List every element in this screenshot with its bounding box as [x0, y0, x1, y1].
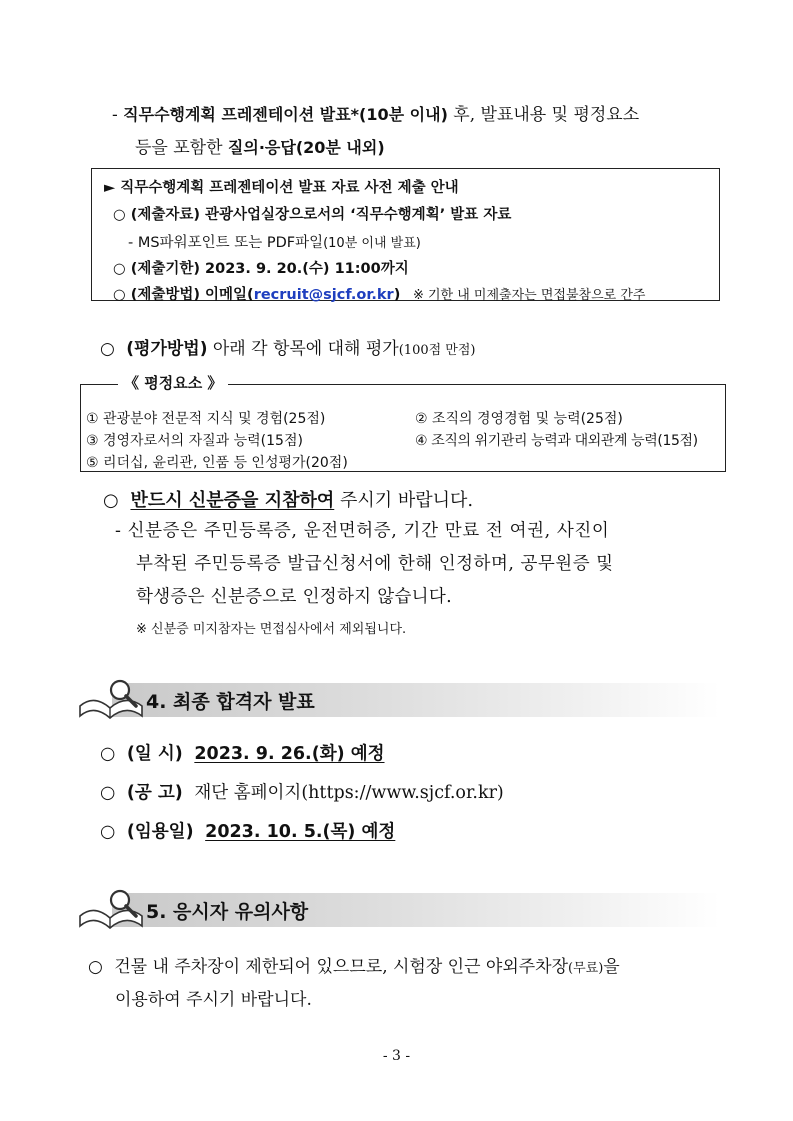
parking-free-note: (무료): [568, 961, 604, 976]
intro-text-2: 등을 포함한: [135, 138, 228, 158]
announce-date-label: (일 시): [126, 744, 183, 764]
appointment-date-value: 2023. 10. 5.(목) 예정: [205, 822, 396, 842]
circle-bullet: ○: [100, 783, 116, 803]
method-label: ○ (제출방법) 이메일(: [113, 287, 254, 303]
circle-bullet: ○: [100, 744, 116, 764]
notice-item-method: [113, 283, 645, 304]
evaluation-text: 아래 각 항목에 대해 평가: [207, 339, 399, 359]
announce-notice-row: [100, 779, 504, 804]
section-5-title: 5. 응시자 유의사항: [146, 901, 309, 923]
intro-text-1: 후, 발표내용 및 평정요소: [447, 105, 640, 125]
magnifier-book-icon: [76, 886, 146, 936]
format-note: (10분 이내 발표): [323, 236, 421, 251]
magnifier-book-icon: [76, 676, 146, 726]
criteria-item-5: ⑤ 리더십, 윤리관, 인품 등 인성평가(20점): [86, 455, 348, 471]
evaluation-score: (100점 만점): [398, 343, 476, 358]
id-notice-line: [103, 486, 473, 512]
circle-bullet: ○: [88, 957, 103, 977]
circle-bullet: ○: [100, 822, 116, 842]
notice-item-materials: ○ (제출자료) 관광사업실장으로서의 ‘직무수행계획’ 발표 자료: [113, 207, 512, 223]
parking-text: 건물 내 주차장이 제한되어 있으므로, 시험장 인근 야외주차장: [114, 957, 569, 977]
circle-bullet: ○: [103, 490, 119, 511]
intro-line-2: [135, 133, 385, 158]
presentation-emphasis: 직무수행계획 프레젠테이션 발표*(10분 이내): [123, 105, 448, 124]
section-4-title: 4. 최종 합격자 발표: [146, 691, 315, 713]
notice-item-format: [128, 231, 421, 252]
appointment-date-row: [100, 818, 395, 843]
criteria-item-4: ④ 조직의 위기관리 능력과 대외관계 능력(15점): [415, 433, 698, 449]
format-text: - MS파워포인트 또는 PDF파일: [128, 235, 324, 251]
announce-notice-value[interactable]: 재단 홈페이지(https://www.sjcf.or.kr): [194, 783, 504, 803]
id-required-emphasis: 반드시 신분증을 지참하여: [130, 490, 335, 511]
parking-line-1: [88, 952, 620, 977]
criteria-item-1: ① 관광분야 전문적 지식 및 경험(25점): [86, 411, 326, 427]
notice-header: ► 직무수행계획 프레젠테이션 발표 자료 사전 제출 안내: [104, 180, 459, 196]
evaluation-line: [100, 334, 476, 359]
id-detail-line-1: - 신분증은 주민등록증, 운전면허증, 기간 만료 전 여권, 사진이: [115, 521, 610, 541]
announce-date-row: [100, 740, 385, 765]
dash-bullet: -: [112, 105, 118, 125]
appointment-date-label: (임용일): [126, 822, 194, 842]
circle-bullet: ○: [100, 339, 115, 359]
method-close: ): [393, 287, 401, 303]
id-notice-text: 주시기 바랍니다.: [334, 490, 474, 511]
id-detail-line-3: 학생증은 신분증으로 인정하지 않습니다.: [136, 587, 452, 607]
criteria-item-2: ② 조직의 경영경험 및 능력(25점): [415, 411, 623, 427]
qa-emphasis: 질의·응답(20분 내외): [227, 138, 385, 157]
parking-line-2: 이용하여 주시기 바랍니다.: [115, 990, 312, 1010]
parking-text-end: 을: [603, 957, 620, 977]
criteria-title: 《 평정요소 》: [118, 372, 228, 393]
notice-item-deadline: ○ (제출기한) 2023. 9. 20.(수) 11:00까지: [113, 261, 409, 277]
id-detail-line-2: 부착된 주민등록증 발급신청서에 한해 인정하며, 공무원증 및: [136, 554, 614, 574]
method-note: ※ 기한 내 미제출자는 면접불참으로 간주: [412, 288, 646, 303]
announce-notice-label: (공 고): [126, 783, 183, 803]
announce-date-value: 2023. 9. 26.(화) 예정: [194, 744, 385, 764]
evaluation-label: (평가방법): [126, 339, 208, 359]
intro-line-1: [112, 100, 639, 125]
email-link[interactable]: recruit@sjcf.or.kr: [253, 287, 394, 303]
criteria-item-3: ③ 경영자로서의 자질과 능력(15점): [86, 433, 303, 449]
page-number: - 3 -: [382, 1048, 411, 1064]
id-note: ※ 신분증 미지참자는 면접심사에서 제외됩니다.: [136, 622, 407, 637]
